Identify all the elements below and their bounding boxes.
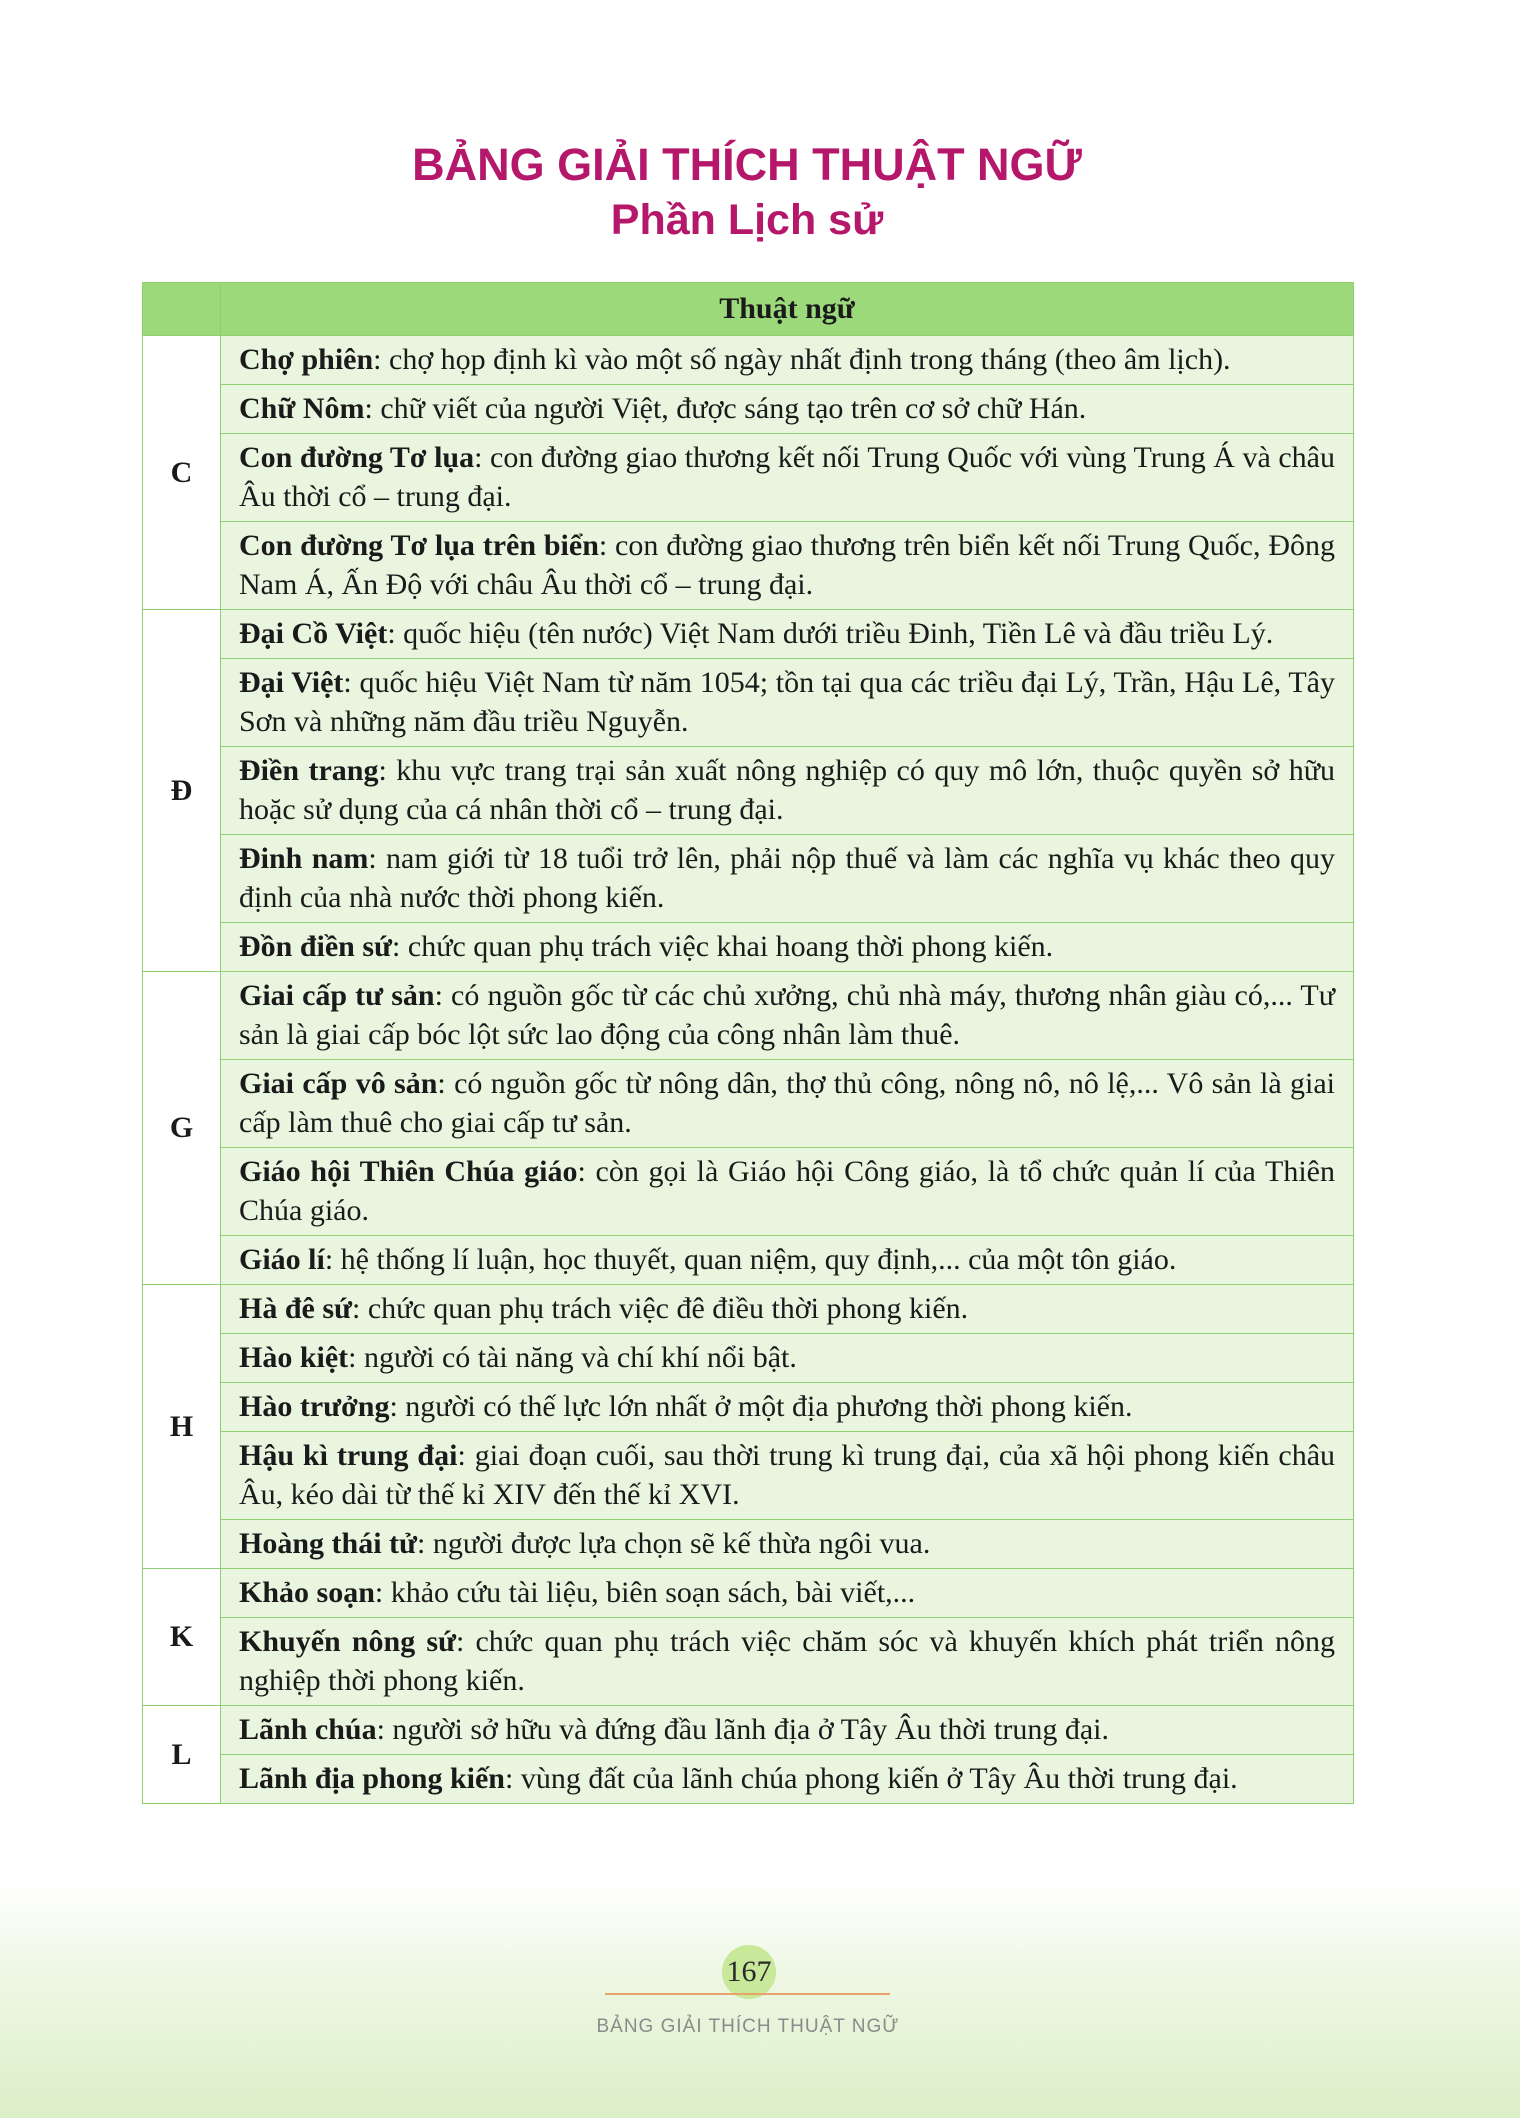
header-letter-cell [143,283,221,336]
entry-cell [221,747,1354,835]
definition: : giai đoạn cuối, sau thời trung kì trung đại, của xã hội phong kiến châu Âu, kéo dài từ thế kỉ XIV đến thế kỉ XVI. [239,1439,1336,1511]
entry-cell [221,1060,1354,1148]
glossary-table [142,282,1354,1804]
definition: : chức quan phụ trách việc khai hoang thời phong kiến. [392,930,1054,963]
term: Điền trang [239,754,379,787]
term: Đinh nam [239,842,369,875]
table-row [143,385,1354,434]
table-row [143,1569,1354,1618]
table-row [143,1755,1354,1804]
table-row [143,659,1354,747]
term: Đại Cồ Việt [239,617,388,650]
entry-cell [221,1285,1354,1334]
definition: : khảo cứu tài liệu, biên soạn sách, bài viết,... [374,1576,916,1609]
definition: : chức quan phụ trách việc chăm sóc và khuyến khích phát triển nông nghiệp thời phong kiến. [239,1625,1335,1697]
term: Hào trưởng [239,1390,390,1423]
entry-cell [221,1148,1354,1236]
definition: : con đường giao thương trên biển kết nối Trung Quốc, Đông Nam Á, Ấn Độ với châu Âu thời cổ – trung đại. [239,529,1335,601]
table-row [143,336,1354,385]
letter-cell: L [143,1706,221,1804]
entry-cell [221,1334,1354,1383]
term: Đại Việt [239,666,344,699]
table-row [143,434,1354,522]
definition: : chợ họp định kì vào một số ngày nhất định trong tháng (theo âm lịch). [373,343,1231,376]
glossary-body [143,336,1354,1804]
definition: : quốc hiệu Việt Nam từ năm 1054; tồn tại qua các triều đại Lý, Trần, Hậu Lê, Tây Sơn và những năm đầu triều Nguyễn. [239,666,1335,738]
term: Giai cấp vô sản [239,1067,438,1100]
term: Hậu kì trung đại [239,1439,458,1472]
entry-cell [221,659,1354,747]
page-title: BẢNG GIẢI THÍCH THUẬT NGỮ [412,139,1082,190]
table-row [143,1148,1354,1236]
definition: : có nguồn gốc từ nông dân, thợ thủ công, nông nô, nô lệ,... Vô sản là giai cấp làm thuê cho giai cấp tư sản. [239,1067,1335,1139]
entry-cell [221,835,1354,923]
table-row [143,1706,1354,1755]
table-row [143,610,1354,659]
term: Khuyến nông sứ [239,1625,457,1658]
letter-cell: C [143,336,221,610]
definition: : người có tài năng và chí khí nổi bật. [348,1341,797,1374]
table-row [143,923,1354,972]
entry-cell [221,1618,1354,1706]
entry-cell [221,434,1354,522]
footer-background [0,1880,1520,2118]
term: Lãnh chúa [239,1713,377,1746]
definition: : có nguồn gốc từ các chủ xưởng, chủ nhà máy, thương nhân giàu có,... Tư sản là giai cấp bóc lột sức lao động của công nhân làm thuê. [239,979,1336,1051]
term: Giai cấp tư sản [239,979,435,1012]
definition: : người được lựa chọn sẽ kế thừa ngôi vua. [417,1527,931,1560]
table-row [143,747,1354,835]
table-header-row [143,283,1354,336]
entry-cell [221,1432,1354,1520]
table-row [143,1432,1354,1520]
definition: : chức quan phụ trách việc đê điều thời phong kiến. [352,1292,969,1325]
table-row [143,1285,1354,1334]
footer-section-label: BẢNG GIẢI THÍCH THUẬT NGỮ [596,2016,900,2037]
table-row [143,1334,1354,1383]
entry-cell [221,522,1354,610]
entry-cell [221,1236,1354,1285]
entry-cell [221,385,1354,434]
term: Hào kiệt [239,1341,349,1374]
table-row [143,522,1354,610]
term: Hà đê sứ [239,1292,353,1325]
page-number: 167 [726,1955,772,1988]
entry-cell [221,972,1354,1060]
definition: : hệ thống lí luận, học thuyết, quan niệm, quy định,... của một tôn giáo. [324,1243,1177,1276]
entry-cell [221,610,1354,659]
definition: : quốc hiệu (tên nước) Việt Nam dưới triều Đinh, Tiền Lê và đầu triều Lý. [387,617,1274,650]
term: Hoàng thái tử [239,1527,418,1560]
definition: : khu vực trang trại sản xuất nông nghiệp có quy mô lớn, thuộc quyền sở hữu hoặc sử dụng của cá nhân thời cổ – trung đại. [239,754,1335,826]
table-row [143,1060,1354,1148]
entry-cell [221,1383,1354,1432]
definition: : vùng đất của lãnh chúa phong kiến ở Tây Âu thời trung đại. [504,1762,1238,1795]
table-row [143,835,1354,923]
header-term-cell: Thuật ngữ [221,283,1354,336]
table-row [143,972,1354,1060]
definition: : con đường giao thương kết nối Trung Quốc với vùng Trung Á và châu Âu thời cổ – trung đại. [239,441,1335,513]
term: Con đường Tơ lụa [239,441,475,474]
table-row [143,1520,1354,1569]
entry-cell [221,1706,1354,1755]
term: Đồn điền sứ [239,930,393,963]
entry-cell [221,336,1354,385]
entry-cell [221,923,1354,972]
entry-cell [221,1520,1354,1569]
footer-divider [605,1993,890,1995]
entry-cell [221,1755,1354,1804]
definition: : nam giới từ 18 tuổi trở lên, phải nộp thuế và làm các nghĩa vụ khác theo quy định của nhà nước thời phong kiến. [239,842,1336,914]
definition: : người có thế lực lớn nhất ở một địa phương thời phong kiến. [389,1390,1133,1423]
table-row [143,1618,1354,1706]
entry-cell [221,1569,1354,1618]
definition: : chữ viết của người Việt, được sáng tạo trên cơ sở chữ Hán. [364,392,1087,425]
page-subtitle: Phần Lịch sử [610,196,884,244]
letter-cell: H [143,1285,221,1569]
table-row [143,1383,1354,1432]
term: Lãnh địa phong kiến [239,1762,505,1795]
term: Giáo lí [239,1243,325,1276]
term: Chữ Nôm [239,392,365,425]
table-row [143,1236,1354,1285]
term: Giáo hội Thiên Chúa giáo [239,1155,578,1188]
letter-cell: Đ [143,610,221,972]
definition: : người sở hữu và đứng đầu lãnh địa ở Tây Âu thời trung đại. [376,1713,1109,1746]
letter-cell: K [143,1569,221,1706]
term: Khảo soạn [239,1576,375,1609]
term: Chợ phiên [239,343,374,376]
letter-cell: G [143,972,221,1285]
term: Con đường Tơ lụa trên biển [239,529,599,562]
definition: : còn gọi là Giáo hội Công giáo, là tổ chức quản lí của Thiên Chúa giáo. [239,1155,1335,1227]
